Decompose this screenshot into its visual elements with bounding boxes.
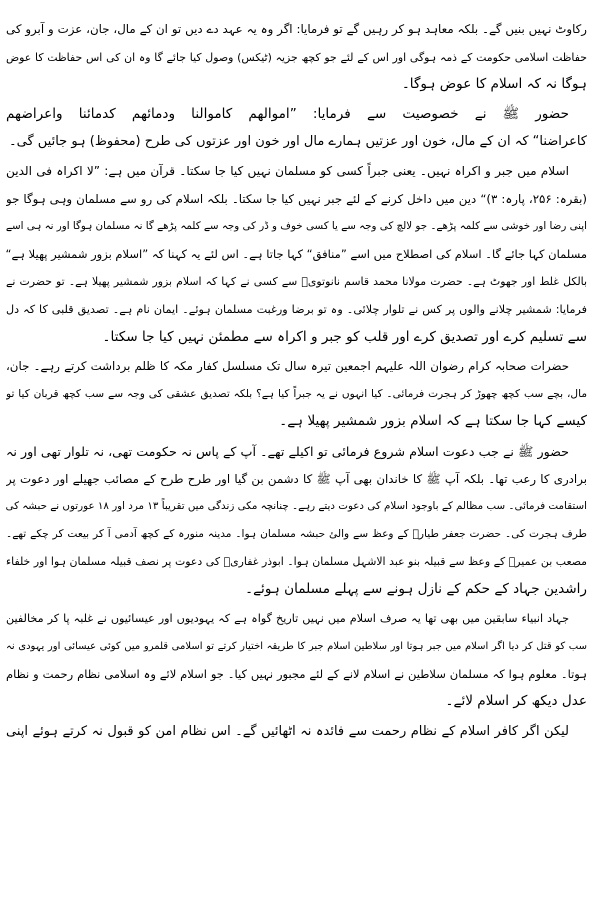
text-line: مسلمان کہا جائے گا۔ اسلام کی اصطلاح میں اسے ”منافق“ کہا جاتا ہے۔ اس لئے یہ کہنا کہ ”اسلام بزور شمشیر پھیلا ہے“ [6,246,587,261]
text-line: عدل دیکھ کر اسلام لائے۔ [445,693,587,710]
text-line: فرمایا: شمشیر چلانے والوں پر کس نے تلوار چلائی۔ وہ تو برضا ورغبت مسلمان ہوئے۔ ایمان نام ہے۔ تصدیق قلبی کا کہ دل [6,302,587,316]
text-line: کیسے کہا جا سکتا ہے کہ اسلام بزور شمشیر پھیلا ہے۔ [279,413,587,430]
paragraph-6 [6,605,587,715]
text-line: ہوتا۔ معلوم ہوا کہ مسلمان سلاطین نے اسلام لانے کے لئے مجبور نہیں کیا۔ جو اسلام لائے وہ اسلامی نظام رحمت و نظام [6,666,587,681]
paragraph-2 [6,101,587,156]
text-line: حفاظت اسلامی حکومت کے ذمہ ہوگی اور اس کے لئے جو کچھ جزیہ (ٹیکس) وصول کیا جائے گا وہ ان کی اس حفاظت کا عوض [6,50,587,64]
text-line: مصعب بن عمیرؓ کے وعظ سے قبیلہ بنو عبد الاشہل مسلمان ہوا۔ ابوذر غفاریؓ کی دعوت پر نصف قبیلہ مسلمان ہوا اور خلفاء [6,555,587,569]
text-line: حضرات صحابہ کرام رضوان اللہ علیہم اجمعین تیرہ سال تک مسلسل کفار مکہ کا ظلم برداشت کرتے رہے۔ جان، [6,359,569,374]
text-line: طرف ہجرت کی۔ حضرت جعفر طیارؓ کے وعظ سے والئ حبشہ مسلمان ہوا۔ مدینہ منورہ کے کچھ آدمی آ کر بیعت کر چکے تھے۔ [6,527,587,540]
text-line: مال، بچے سب کچھ چھوڑ کر ہجرت فرمائی۔ کیا انہوں نے یہ جبراً کیا ہے؟ بلکہ تصدیق عشقی کی وجہ سے سب کچھ قربان کیا تو [6,387,587,400]
paragraph-4 [6,353,587,436]
text-line: كاعراضنا“ کہ ان کے مال، خون اور عزتیں ہمارے مال اور خون اور عزتوں کی طرح (محفوظ) ہو جائیں گی۔ [9,134,587,150]
text-line: سے تسلیم کرے اور تصدیق کرے اور قلب کو جبر و اکراہ سے مطمئن نہیں کیا جا سکتا۔ [102,328,587,345]
paragraph-7 [6,718,587,746]
text-line: سب کو قتل کر دیا اگر اسلام میں جبر ہوتا اور سلاطین اسلام جبر کا طریقہ اختیار کرتے تو اسلامی قلمرو میں کوئی عیسائی اور یہودی نہ [6,641,587,653]
paragraph-5 [6,438,587,604]
text-line: ہوگا نہ کہ اسلام کا عوض ہوگا۔ [401,76,587,93]
text-line: استقامت فرمائی۔ سب مظالم کے باوجود اسلام کی دعوت دیتے رہے۔ چنانچہ مکی زندگی میں تقریباً ۱۳ مرد اور ۱۸ عورتوں نے حبشہ کی [6,500,587,513]
paragraph-1 [6,16,587,99]
text-line: حضور ﷺ نے خصوصیت سے فرمایا: ”اموالهم كاموالنا ودمائهم كدمائنا واعراضهم [6,105,569,122]
text-line: اپنی رضا اور خوشی سے کلمہ پڑھے۔ جو لالچ کی وجہ سے یا کسی خوف و ڈر کی وجہ سے کلمہ پڑھے گا نہ مسلمان ہوگا اور نہ ہی اسے [6,220,587,233]
text-line: لیکن اگر کافر اسلام کے نظام رحمت سے فائدہ نہ اٹھائیں گے۔ اس نظام امن کو قبول نہ کرتے ہوئے اپنی [6,723,569,739]
text-line: برادری کا رعب تھا۔ بلکہ آپ ﷺ کا خاندان بھی آپ ﷺ کا دشمن بن گیا اور طرح طرح کے مصائب جھیلے اور دعوت پر [6,471,587,486]
text-line: (بقرہ: ۲۵۶، پارہ: ۳)“ دین میں داخل کرنے کے لئے جبر نہیں کیا جا سکتا۔ بلکہ اسلام کی رو سے مسلمان وہی ہوگا جو [6,191,587,206]
paragraph-3 [6,158,587,351]
text-line: راشدین جہاد کے حکم کے نازل ہونے سے پہلے مسلمان ہوئے۔ [245,580,587,597]
text-line: رکاوٹ نہیں بنیں گے۔ بلکہ معاہد ہو کر رہیں گے تو فرمایا: اگر وہ یہ عہد دے دیں تو ان کے مال، جان، عزت و آبرو کی [6,22,587,36]
text-line: جہاد انبیاء سابقین میں بھی تھا یہ صرف اسلام میں نہیں تاریخ گواہ ہے کہ یہودیوں اور عیسائیوں نے غلبہ پا کر مخالفین [6,612,569,626]
text-line: اسلام میں جبر و اکراہ نہیں۔ یعنی جبراً کسی کو مسلمان نہیں کیا جا سکتا۔ قرآن میں ہے: ”لا اکراہ فی الدین [6,163,569,178]
text-line: بالکل غلط اور جھوٹ ہے۔ حضرت مولانا محمد قاسم نانوتویؒ سے کسی نے کہا کہ اسلام بزور شمشیر پھیلا ہے۔ تو حضرت نے [6,275,587,289]
text-line: حضور ﷺ نے جب دعوت اسلام شروع فرمائی تو اکیلے تھے۔ آپ کے پاس نہ حکومت تھی، نہ تلوار تھی اور نہ [6,443,569,459]
